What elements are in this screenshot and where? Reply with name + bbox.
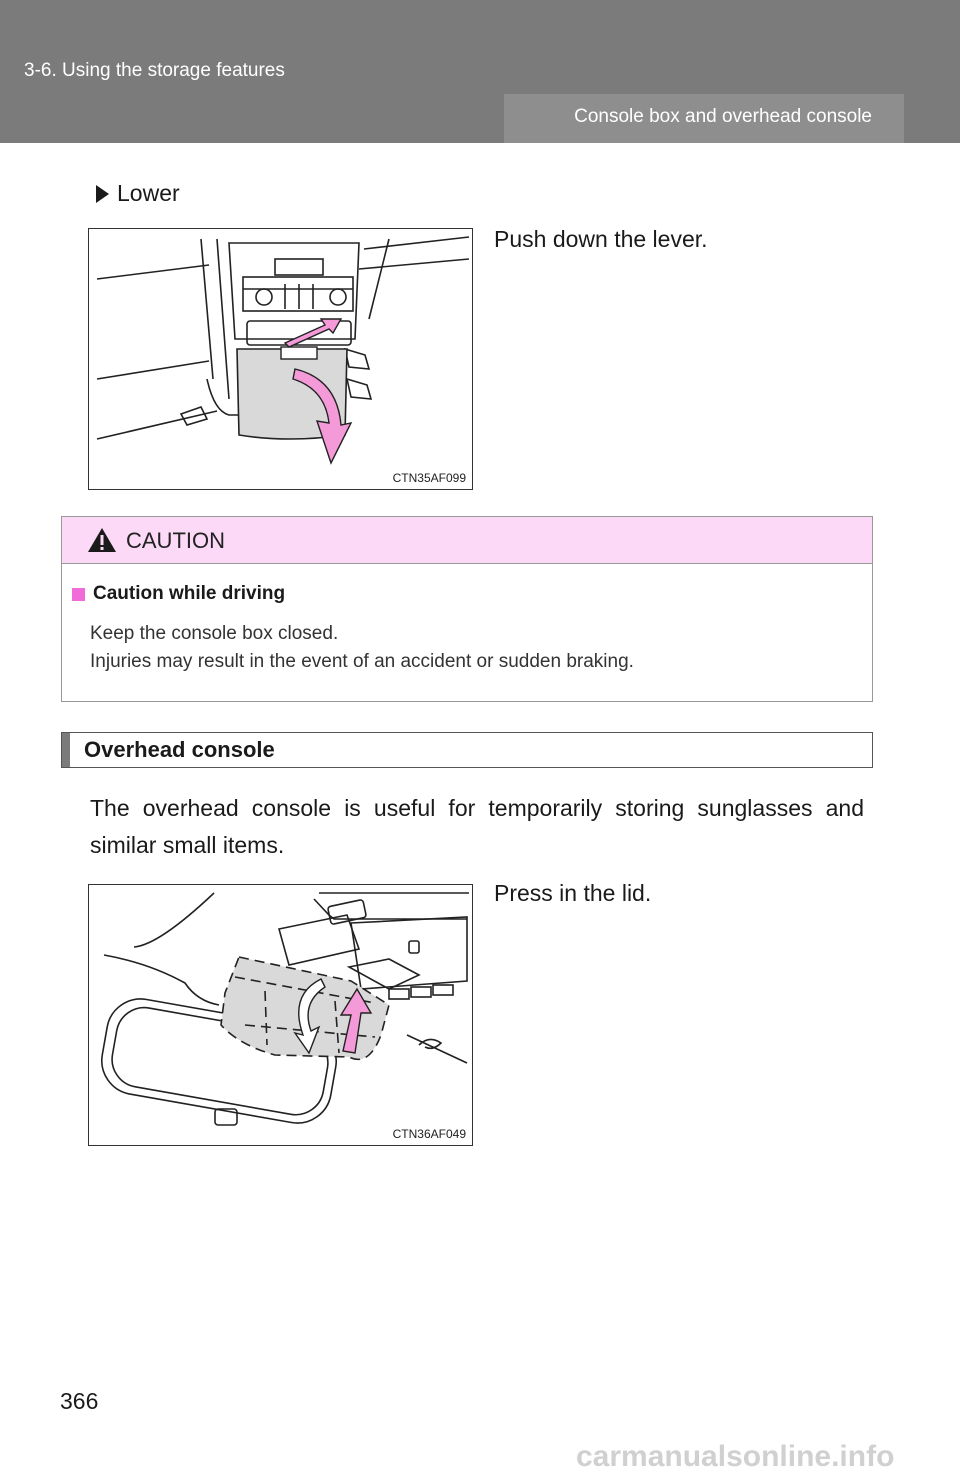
- overhead-paragraph: The overhead console is useful for temporarily storing sunglasses and similar small items.: [90, 795, 864, 858]
- caution-subheading-text: Caution while driving: [93, 583, 286, 604]
- caution-subheading: [72, 583, 285, 605]
- section-title-breadcrumb: 3-6. Using the storage features: [24, 60, 285, 81]
- caution-title: CAUTION: [126, 528, 225, 553]
- caution-line: Keep the console box closed.: [90, 623, 339, 644]
- section-title-bar: [62, 733, 70, 767]
- overhead-step-text: Press in the lid.: [494, 880, 652, 906]
- overhead-title-text: Overhead console: [84, 737, 275, 762]
- subsection-tab: [504, 94, 904, 143]
- lower-heading: [96, 180, 180, 207]
- overhead-console-illustration: [89, 885, 472, 1145]
- figure-console-lower: [88, 228, 473, 490]
- pink-square-icon: [72, 588, 85, 601]
- page-header: [0, 0, 960, 143]
- overhead-section-title: [61, 732, 873, 768]
- lower-step-text: Push down the lever.: [494, 226, 708, 252]
- figure-overhead-console: [88, 884, 473, 1146]
- warning-triangle-icon: [86, 526, 118, 554]
- subsection-title: Console box and overhead console: [574, 106, 872, 127]
- figure-code: CTN36AF049: [392, 1127, 466, 1141]
- watermark-text: carmanualsonline.info: [576, 1440, 895, 1473]
- console-illustration: [89, 229, 472, 489]
- triangle-bullet-icon: [96, 185, 109, 203]
- page-number: 366: [60, 1388, 99, 1414]
- caution-header: [62, 517, 872, 564]
- caution-box: [61, 516, 873, 702]
- caution-line: Injuries may result in the event of an accident or sudden braking.: [90, 651, 634, 672]
- figure-code: CTN35AF099: [392, 471, 466, 485]
- lower-heading-text: Lower: [117, 180, 180, 206]
